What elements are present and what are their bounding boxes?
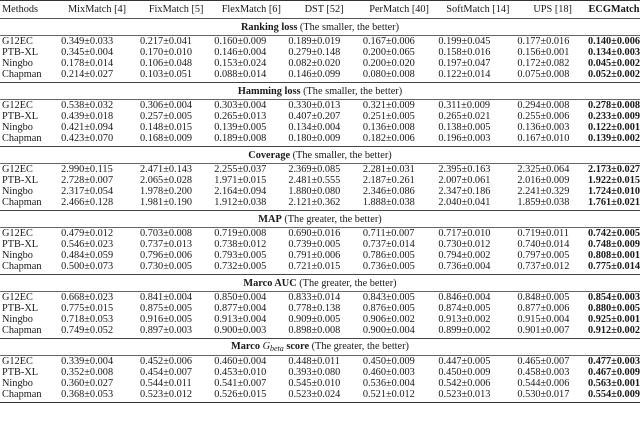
value-cell: 0.303±0.004 [214, 100, 267, 111]
method-cell: Ningbo [2, 378, 33, 389]
value-cell: 0.906±0.002 [362, 314, 415, 325]
method-cell: Ningbo [2, 122, 33, 133]
value-cell: 2.121±0.362 [288, 197, 341, 208]
value-cell: 0.214±0.027 [61, 69, 114, 80]
value-cell: 2.164±0.094 [214, 186, 267, 197]
value-cell: 0.912±0.002 [588, 325, 640, 336]
table-row [0, 111, 640, 122]
table-body [0, 19, 640, 403]
value-cell: 0.368±0.053 [56, 389, 138, 403]
value-cell: 0.294±0.008 [517, 100, 570, 111]
value-cell: 2.481±0.555 [288, 175, 341, 186]
value-cell: 1.859±0.038 [517, 197, 570, 208]
value-cell: 0.736±0.005 [362, 261, 415, 272]
value-cell: 0.737±0.014 [362, 239, 415, 250]
value-cell: 0.423±0.070 [61, 133, 114, 144]
value-cell: 0.052±0.002 [588, 69, 640, 80]
section-header-row [0, 147, 640, 164]
value-cell: 0.082±0.020 [288, 58, 341, 69]
value-cell: 2.346±0.086 [362, 186, 415, 197]
value-cell: 2.317±0.054 [61, 186, 114, 197]
value-cell: 0.523±0.024 [288, 389, 359, 403]
table-row [0, 356, 640, 368]
value-cell: 0.775±0.015 [61, 303, 114, 314]
value-cell: 0.843±0.005 [362, 292, 415, 303]
method-cell: G12EC [2, 36, 33, 47]
method-cell: PTB-XL [2, 367, 39, 378]
value-cell: 0.775±0.014 [588, 261, 640, 272]
value-cell: 0.146±0.099 [288, 69, 341, 80]
value-cell: 0.360±0.027 [61, 378, 114, 389]
value-cell: 0.439±0.018 [61, 111, 114, 122]
value-cell: 0.523±0.012 [138, 389, 214, 403]
value-cell: 0.717±0.010 [438, 228, 491, 239]
section-note: (The greater, the better) [309, 340, 409, 352]
table-row [0, 261, 640, 275]
value-cell: 0.136±0.003 [517, 122, 570, 133]
value-cell: 0.668±0.023 [61, 292, 114, 303]
value-cell: 0.160±0.009 [214, 36, 267, 47]
value-cell: 0.730±0.005 [140, 261, 193, 272]
value-cell: 0.447±0.005 [438, 356, 491, 367]
value-cell: 2.281±0.031 [362, 164, 415, 175]
value-cell: 0.196±0.003 [438, 133, 491, 144]
value-cell: 0.257±0.005 [140, 111, 193, 122]
value-cell: 0.546±0.023 [61, 239, 114, 250]
value-cell: 0.168±0.009 [140, 133, 193, 144]
section-title: Marco AUC [243, 277, 297, 289]
table-row [0, 239, 640, 250]
table-row [0, 122, 640, 133]
column-header-fixmatch: FixMatch [5] [138, 1, 214, 19]
value-cell: 0.791±0.006 [288, 250, 341, 261]
value-cell: 0.177±0.016 [517, 36, 570, 47]
method-cell: G12EC [2, 356, 33, 367]
value-cell: 0.876±0.005 [362, 303, 415, 314]
value-cell: 0.200±0.065 [362, 47, 415, 58]
column-header-mixmatch: MixMatch [4] [56, 1, 138, 19]
value-cell: 0.690±0.016 [288, 228, 341, 239]
section-header-row [0, 19, 640, 36]
column-header-methods: Methods [0, 1, 56, 19]
value-cell: 0.393±0.080 [288, 367, 341, 378]
value-cell: 0.448±0.011 [288, 356, 340, 367]
value-cell: 0.749±0.052 [61, 325, 114, 336]
value-cell: 0.899±0.002 [438, 325, 491, 336]
value-cell: 0.703±0.008 [140, 228, 193, 239]
method-cell: G12EC [2, 228, 33, 239]
column-header-dst: DST [52] [288, 1, 359, 19]
value-cell: 0.349±0.033 [61, 36, 114, 47]
section-header [0, 275, 640, 292]
column-header-flexmatch: FlexMatch [6] [214, 1, 288, 19]
column-header-ups: UPS [18] [517, 1, 588, 19]
value-cell: 0.180±0.009 [288, 133, 341, 144]
value-cell: 0.500±0.073 [61, 261, 114, 272]
table-row [0, 228, 640, 240]
value-cell: 0.732±0.005 [214, 261, 267, 272]
value-cell: 0.718±0.053 [61, 314, 114, 325]
value-cell: 0.330±0.013 [288, 100, 341, 111]
value-cell: 0.738±0.012 [214, 239, 267, 250]
value-cell: 0.255±0.006 [517, 111, 570, 122]
value-cell: 0.178±0.014 [61, 58, 114, 69]
value-cell: 0.321±0.009 [362, 100, 415, 111]
section-note: (The greater, the better) [281, 213, 382, 225]
value-cell: 0.134±0.003 [588, 47, 640, 58]
value-cell: 0.913±0.002 [438, 314, 491, 325]
value-cell: 2.187±0.261 [362, 175, 415, 186]
value-cell: 0.796±0.006 [140, 250, 193, 261]
value-cell: 2.471±0.143 [140, 164, 193, 175]
method-cell: PTB-XL [2, 111, 39, 122]
method-cell: Chapman [2, 133, 42, 144]
value-cell: 0.797±0.005 [517, 250, 570, 261]
value-cell: 0.530±0.017 [517, 389, 588, 403]
value-cell: 0.554±0.009 [588, 389, 640, 403]
value-cell: 0.833±0.014 [288, 292, 341, 303]
value-cell: 1.761±0.021 [588, 197, 640, 208]
value-cell: 0.916±0.005 [140, 314, 193, 325]
value-cell: 0.913±0.004 [214, 314, 267, 325]
value-cell: 0.345±0.004 [61, 47, 114, 58]
value-cell: 0.794±0.002 [438, 250, 491, 261]
value-cell: 2.007±0.061 [438, 175, 491, 186]
value-cell: 0.138±0.005 [438, 122, 491, 133]
value-cell: 0.841±0.004 [140, 292, 193, 303]
section-header [0, 211, 640, 228]
value-cell: 0.167±0.010 [517, 133, 570, 144]
value-cell: 0.477±0.003 [588, 356, 640, 367]
value-cell: 0.544±0.011 [140, 378, 192, 389]
method-cell: Ningbo [2, 58, 33, 69]
value-cell: 0.778±0.138 [288, 303, 341, 314]
value-cell: 0.339±0.004 [61, 356, 114, 367]
section-title-subscript: beta [270, 343, 284, 353]
section-note: (The smaller, the better) [290, 149, 392, 161]
value-cell: 0.251±0.005 [362, 111, 415, 122]
method-cell: G12EC [2, 292, 33, 303]
value-cell: 2.395±0.163 [438, 164, 491, 175]
table-row [0, 325, 640, 339]
value-cell: 1.888±0.038 [362, 197, 415, 208]
value-cell: 0.139±0.002 [588, 133, 640, 144]
table-row [0, 378, 640, 389]
value-cell: 0.460±0.003 [362, 367, 415, 378]
value-cell: 0.730±0.012 [438, 239, 491, 250]
method-cell: Ningbo [2, 186, 33, 197]
method-cell: Chapman [0, 389, 56, 403]
value-cell: 0.189±0.008 [214, 133, 267, 144]
value-cell: 0.088±0.014 [214, 69, 267, 80]
value-cell: 1.978±0.200 [140, 186, 193, 197]
value-cell: 0.146±0.004 [214, 47, 267, 58]
section-header-row [0, 275, 640, 292]
value-cell: 0.156±0.001 [517, 47, 570, 58]
value-cell: 0.103±0.051 [140, 69, 193, 80]
value-cell: 0.172±0.082 [517, 58, 570, 69]
method-cell: Chapman [2, 69, 42, 80]
value-cell: 2.466±0.128 [61, 197, 114, 208]
table-row [0, 367, 640, 378]
value-cell: 0.279±0.148 [288, 47, 341, 58]
method-cell: Chapman [2, 325, 42, 336]
value-cell: 0.479±0.012 [61, 228, 114, 239]
section-title: Ranking loss [240, 21, 298, 33]
value-cell: 0.901±0.007 [517, 325, 570, 336]
value-cell: 0.075±0.008 [517, 69, 570, 80]
value-cell: 0.545±0.010 [288, 378, 341, 389]
section-header [0, 339, 640, 356]
value-cell: 0.846±0.004 [438, 292, 491, 303]
value-cell: 1.922±0.015 [588, 175, 640, 186]
value-cell: 0.467±0.009 [588, 367, 640, 378]
section-title-suffix: score [283, 340, 310, 352]
table-row [0, 314, 640, 325]
value-cell: 0.458±0.003 [517, 367, 570, 378]
value-cell: 0.544±0.006 [517, 378, 570, 389]
value-cell: 0.407±0.207 [288, 111, 341, 122]
value-cell: 1.981±0.190 [140, 197, 193, 208]
section-header-row [0, 83, 640, 100]
value-cell: 0.453±0.010 [214, 367, 267, 378]
value-cell: 0.900±0.004 [362, 325, 415, 336]
value-cell: 0.736±0.004 [438, 261, 491, 272]
value-cell: 0.898±0.008 [288, 325, 341, 336]
value-cell: 0.915±0.004 [517, 314, 570, 325]
table-row [0, 250, 640, 261]
method-cell: PTB-XL [2, 239, 39, 250]
method-cell: Chapman [2, 261, 42, 272]
section-header [0, 19, 640, 36]
value-cell: 0.139±0.005 [214, 122, 267, 133]
header-row [0, 1, 640, 19]
value-cell: 0.306±0.004 [140, 100, 193, 111]
table-row [0, 292, 640, 304]
section-title: Coverage [248, 149, 291, 161]
value-cell: 0.452±0.006 [140, 356, 193, 367]
value-cell: 0.454±0.007 [140, 367, 193, 378]
table-row [0, 58, 640, 69]
value-cell: 0.136±0.008 [362, 122, 415, 133]
table-row [0, 186, 640, 197]
section-title: Marco [231, 340, 263, 352]
method-cell: Chapman [2, 197, 42, 208]
value-cell: 1.912±0.038 [214, 197, 267, 208]
value-cell: 0.265±0.021 [438, 111, 491, 122]
table-row [0, 389, 640, 403]
value-cell: 0.200±0.020 [362, 58, 415, 69]
value-cell: 0.521±0.012 [360, 389, 439, 403]
value-cell: 0.786±0.005 [362, 250, 415, 261]
value-cell: 0.167±0.006 [362, 36, 415, 47]
table-row [0, 47, 640, 58]
value-cell: 0.265±0.013 [214, 111, 267, 122]
value-cell: 0.897±0.003 [140, 325, 193, 336]
value-cell: 0.352±0.008 [61, 367, 114, 378]
value-cell: 0.854±0.003 [588, 292, 640, 303]
value-cell: 0.170±0.010 [140, 47, 193, 58]
section-header [0, 83, 640, 100]
table-row [0, 133, 640, 147]
section-title: Hamming loss [237, 85, 301, 97]
value-cell: 0.233±0.009 [588, 111, 640, 122]
value-cell: 1.971±0.015 [214, 175, 267, 186]
table-row [0, 100, 640, 112]
value-cell: 2.255±0.037 [214, 164, 267, 175]
value-cell: 0.122±0.014 [438, 69, 491, 80]
value-cell: 0.737±0.012 [517, 261, 570, 272]
section-header-row [0, 339, 640, 356]
column-header-ecgmatch: ECGMatch [588, 1, 640, 19]
table-row [0, 175, 640, 186]
value-cell: 2.728±0.007 [61, 175, 114, 186]
value-cell: 0.450±0.009 [362, 356, 415, 367]
section-note: (The smaller, the better) [300, 85, 403, 97]
method-cell: G12EC [2, 100, 33, 111]
value-cell: 0.877±0.006 [517, 303, 570, 314]
value-cell: 0.460±0.004 [214, 356, 267, 367]
value-cell: 0.421±0.094 [61, 122, 114, 133]
method-cell: Ningbo [2, 250, 33, 261]
value-cell: 0.721±0.015 [288, 261, 341, 272]
value-cell: 0.080±0.008 [362, 69, 415, 80]
value-cell: 1.880±0.080 [288, 186, 341, 197]
value-cell: 2.369±0.085 [288, 164, 341, 175]
value-cell: 0.877±0.004 [214, 303, 267, 314]
value-cell: 0.739±0.005 [288, 239, 341, 250]
value-cell: 0.848±0.005 [517, 292, 570, 303]
value-cell: 0.719±0.008 [214, 228, 267, 239]
value-cell: 0.874±0.005 [438, 303, 491, 314]
value-cell: 0.197±0.047 [438, 58, 491, 69]
value-cell: 0.793±0.005 [214, 250, 267, 261]
section-header-row [0, 211, 640, 228]
value-cell: 2.241±0.329 [517, 186, 570, 197]
value-cell: 0.711±0.007 [362, 228, 415, 239]
method-cell: PTB-XL [2, 303, 39, 314]
value-cell: 0.748±0.009 [588, 239, 640, 250]
column-header-softmatch: SoftMatch [14] [438, 1, 517, 19]
section-header [0, 147, 640, 164]
method-cell: Ningbo [2, 314, 33, 325]
value-cell: 0.538±0.032 [61, 100, 114, 111]
value-cell: 0.122±0.001 [588, 122, 640, 133]
method-cell: G12EC [2, 164, 33, 175]
value-cell: 2.325±0.064 [517, 164, 570, 175]
value-cell: 0.900±0.003 [214, 325, 267, 336]
value-cell: 0.737±0.013 [140, 239, 193, 250]
value-cell: 0.542±0.006 [438, 378, 491, 389]
section-title-symbol: G [262, 340, 270, 352]
table-row [0, 303, 640, 314]
value-cell: 0.140±0.006 [588, 36, 640, 47]
value-cell: 1.724±0.010 [588, 186, 640, 197]
value-cell: 0.909±0.005 [288, 314, 341, 325]
method-cell: PTB-XL [2, 47, 39, 58]
value-cell: 0.536±0.004 [362, 378, 415, 389]
value-cell: 0.106±0.048 [140, 58, 193, 69]
value-cell: 2.990±0.115 [61, 164, 113, 175]
value-cell: 0.875±0.005 [140, 303, 193, 314]
value-cell: 0.153±0.024 [214, 58, 267, 69]
value-cell: 0.148±0.015 [140, 122, 193, 133]
value-cell: 0.740±0.014 [517, 239, 570, 250]
value-cell: 0.134±0.004 [288, 122, 341, 133]
value-cell: 0.925±0.001 [588, 314, 640, 325]
value-cell: 2.173±0.027 [588, 164, 640, 175]
value-cell: 2.016±0.009 [517, 175, 570, 186]
value-cell: 0.465±0.007 [517, 356, 570, 367]
method-cell: PTB-XL [2, 175, 39, 186]
value-cell: 0.563±0.001 [588, 378, 640, 389]
table-row [0, 69, 640, 83]
table-row [0, 36, 640, 48]
section-title: MAP [258, 213, 282, 225]
value-cell: 0.880±0.005 [588, 303, 640, 314]
value-cell: 0.523±0.013 [438, 389, 517, 403]
value-cell: 0.311±0.009 [438, 100, 490, 111]
value-cell: 0.217±0.041 [140, 36, 193, 47]
value-cell: 0.450±0.009 [438, 367, 491, 378]
value-cell: 0.526±0.015 [214, 389, 288, 403]
value-cell: 0.189±0.019 [288, 36, 341, 47]
value-cell: 0.719±0.011 [517, 228, 569, 239]
table-row [0, 164, 640, 176]
table-row [0, 197, 640, 211]
section-note: (The greater, the better) [296, 277, 397, 289]
value-cell: 0.484±0.059 [61, 250, 114, 261]
value-cell: 2.040±0.041 [438, 197, 491, 208]
value-cell: 0.742±0.005 [588, 228, 640, 239]
section-note: (The smaller, the better) [297, 21, 400, 33]
value-cell: 2.065±0.028 [140, 175, 193, 186]
value-cell: 0.045±0.002 [588, 58, 640, 69]
value-cell: 0.808±0.001 [588, 250, 640, 261]
value-cell: 0.850±0.004 [214, 292, 267, 303]
value-cell: 0.278±0.008 [588, 100, 640, 111]
value-cell: 0.541±0.007 [214, 378, 267, 389]
value-cell: 0.199±0.045 [438, 36, 491, 47]
value-cell: 0.182±0.006 [362, 133, 415, 144]
value-cell: 0.158±0.016 [438, 47, 491, 58]
value-cell: 2.347±0.186 [438, 186, 491, 197]
column-header-permatch: PerMatch [40] [360, 1, 439, 19]
